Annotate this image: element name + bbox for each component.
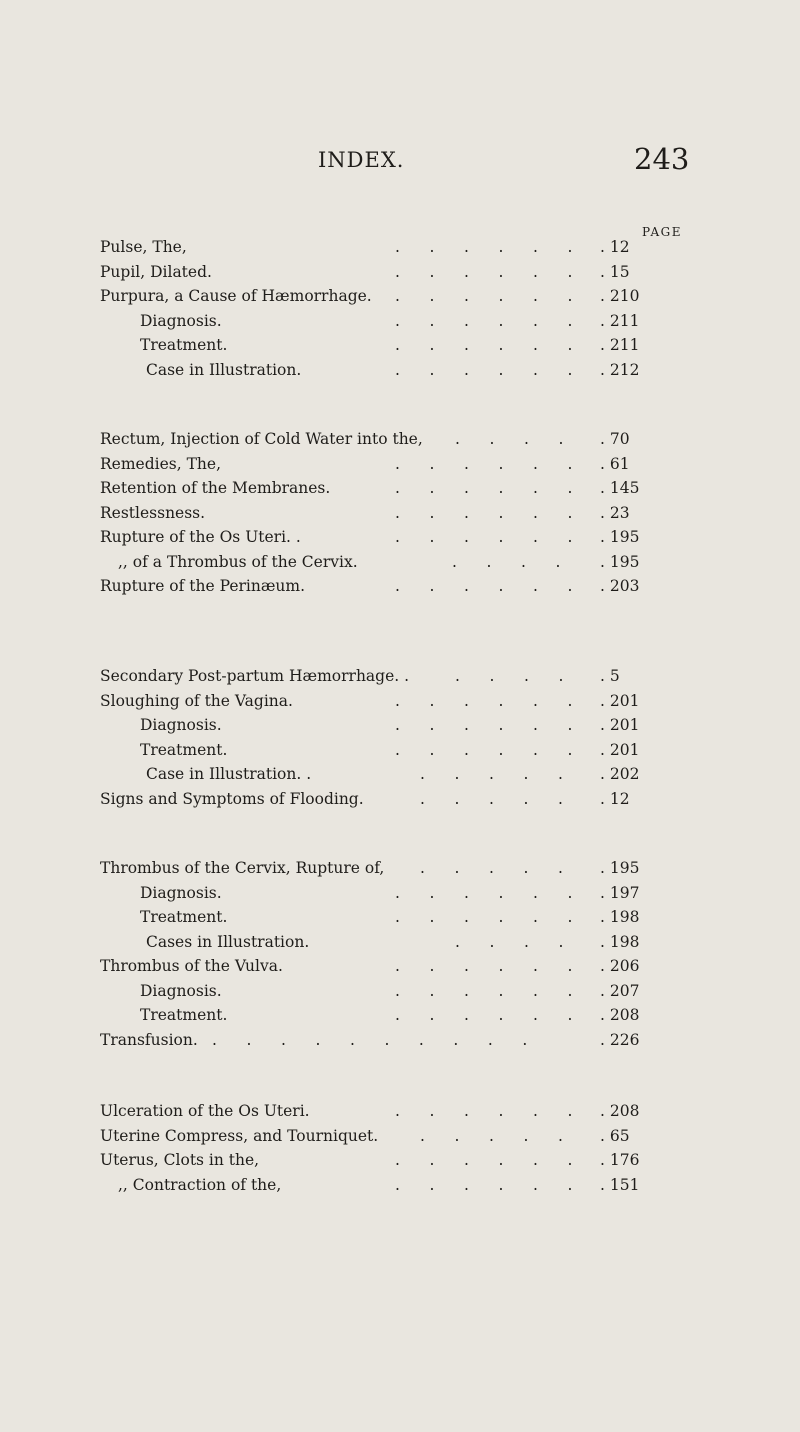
- page-ref: . 208: [600, 1006, 640, 1024]
- page-ref: . 198: [600, 908, 640, 926]
- page-ref: . 12: [600, 789, 630, 808]
- index-subentry: Diagnosis. . . . . . . . 207: [0, 979, 800, 1004]
- index-section-s: [0, 664, 800, 811]
- index-entry: Thrombus of the Cervix, Rupture of, . . . . . . 195: [0, 856, 800, 881]
- index-entry: Secondary Post-partum Hæmorrhage. . . . . . . 5: [0, 664, 800, 689]
- page-ref: . 5: [600, 667, 620, 685]
- index-subentry: Treatment. . . . . . . . 211: [0, 333, 800, 358]
- page-ref: . 65: [600, 1126, 630, 1145]
- index-section-r: [0, 427, 800, 599]
- index-subentry: Treatment. . . . . . . . 201: [0, 738, 800, 763]
- index-subentry: ,, of a Thrombus of the Cervix. . . . . . 195: [0, 550, 800, 575]
- index-entry: Thrombus of the Vulva. . . . . . . . 206: [0, 954, 800, 979]
- index-entry: Pupil, Dilated. . . . . . . . 15: [0, 260, 800, 285]
- index-subentry: Treatment. . . . . . . . 208: [0, 1003, 800, 1028]
- page-ref: . 210: [600, 287, 640, 305]
- index-entry: Uterine Compress, and Tourniquet. . . . . . . 65: [0, 1124, 800, 1149]
- page-ref: . 207: [600, 981, 640, 1000]
- page-ref: . 198: [600, 932, 640, 951]
- page-column-label: PAGE: [642, 225, 682, 239]
- page-ref: . 70: [600, 430, 630, 448]
- page-number: 243: [634, 142, 690, 176]
- index-entry: Rupture of the Perinæum. . . . . . . . 203: [0, 574, 800, 599]
- index-entry: Rectum, Injection of Cold Water into the, . . . . . 70: [0, 427, 800, 452]
- page-ref: . 197: [600, 883, 640, 902]
- page-ref: . 151: [600, 1175, 640, 1194]
- page-ref: . 201: [600, 740, 640, 759]
- index-subentry: Diagnosis. . . . . . . . 197: [0, 881, 800, 906]
- index-section-p: [0, 235, 800, 382]
- index-subentry: Case in Illustration. . . . . . . . 212: [0, 358, 800, 383]
- index-entry: Sloughing of the Vagina. . . . . . . . 201: [0, 689, 800, 714]
- page-ref: . 23: [600, 503, 630, 522]
- page-ref: . 206: [600, 957, 640, 975]
- page-ref: . 195: [600, 528, 640, 546]
- index-subentry: Diagnosis. . . . . . . . 201: [0, 713, 800, 738]
- index-subentry: Cases in Illustration. . . . . . 198: [0, 930, 800, 955]
- index-entry: Purpura, a Cause of Hæmorrhage. . . . . . . . 210: [0, 284, 800, 309]
- running-title: INDEX.: [318, 148, 405, 172]
- page-ref: . 203: [600, 577, 640, 595]
- page-header: [0, 142, 800, 182]
- page-ref: . 195: [600, 859, 640, 877]
- index-subentry: Treatment. . . . . . . . 198: [0, 905, 800, 930]
- index-subentry: Diagnosis. . . . . . . . 211: [0, 309, 800, 334]
- index-entry: Signs and Symptoms of Flooding. . . . . . . 12: [0, 787, 800, 812]
- index-entry: Restlessness. . . . . . . . 23: [0, 501, 800, 526]
- page-ref: . 226: [600, 1030, 640, 1049]
- index-entry: Retention of the Membranes. . . . . . . . 145: [0, 476, 800, 501]
- page-ref: . 201: [600, 691, 640, 710]
- page-ref: . 202: [600, 765, 640, 783]
- index-entry: Remedies, The, . . . . . . . 61: [0, 452, 800, 477]
- index-subentry: ,, Contraction of the, . . . . . . . 151: [0, 1173, 800, 1198]
- page-ref: . 145: [600, 479, 640, 497]
- index-subentry: Case in Illustration. . . . . . . . 202: [0, 762, 800, 787]
- page-ref: . 208: [600, 1102, 640, 1120]
- index-entry: Ulceration of the Os Uteri. . . . . . . . 208: [0, 1099, 800, 1124]
- page-ref: . 61: [600, 454, 630, 473]
- page-ref: . 211: [600, 336, 640, 354]
- page-ref: . 195: [600, 552, 640, 571]
- page-ref: . 15: [600, 262, 630, 281]
- page-ref: . 12: [600, 238, 630, 256]
- index-entry: Uterus, Clots in the, . . . . . . . 176: [0, 1148, 800, 1173]
- index-section-u: [0, 1099, 800, 1197]
- page-ref: . 212: [600, 360, 640, 379]
- page-ref: . 176: [600, 1151, 640, 1169]
- index-entry: Pulse, The, . . . . . . . 12: [0, 235, 800, 260]
- page-ref: . 201: [600, 716, 640, 734]
- page-ref: . 211: [600, 311, 640, 330]
- index-entry: Rupture of the Os Uteri. . . . . . . . . 195: [0, 525, 800, 550]
- index-section-t: [0, 856, 800, 1052]
- index-entry: Transfusion. . . . . . . . . . . . 226: [0, 1028, 800, 1053]
